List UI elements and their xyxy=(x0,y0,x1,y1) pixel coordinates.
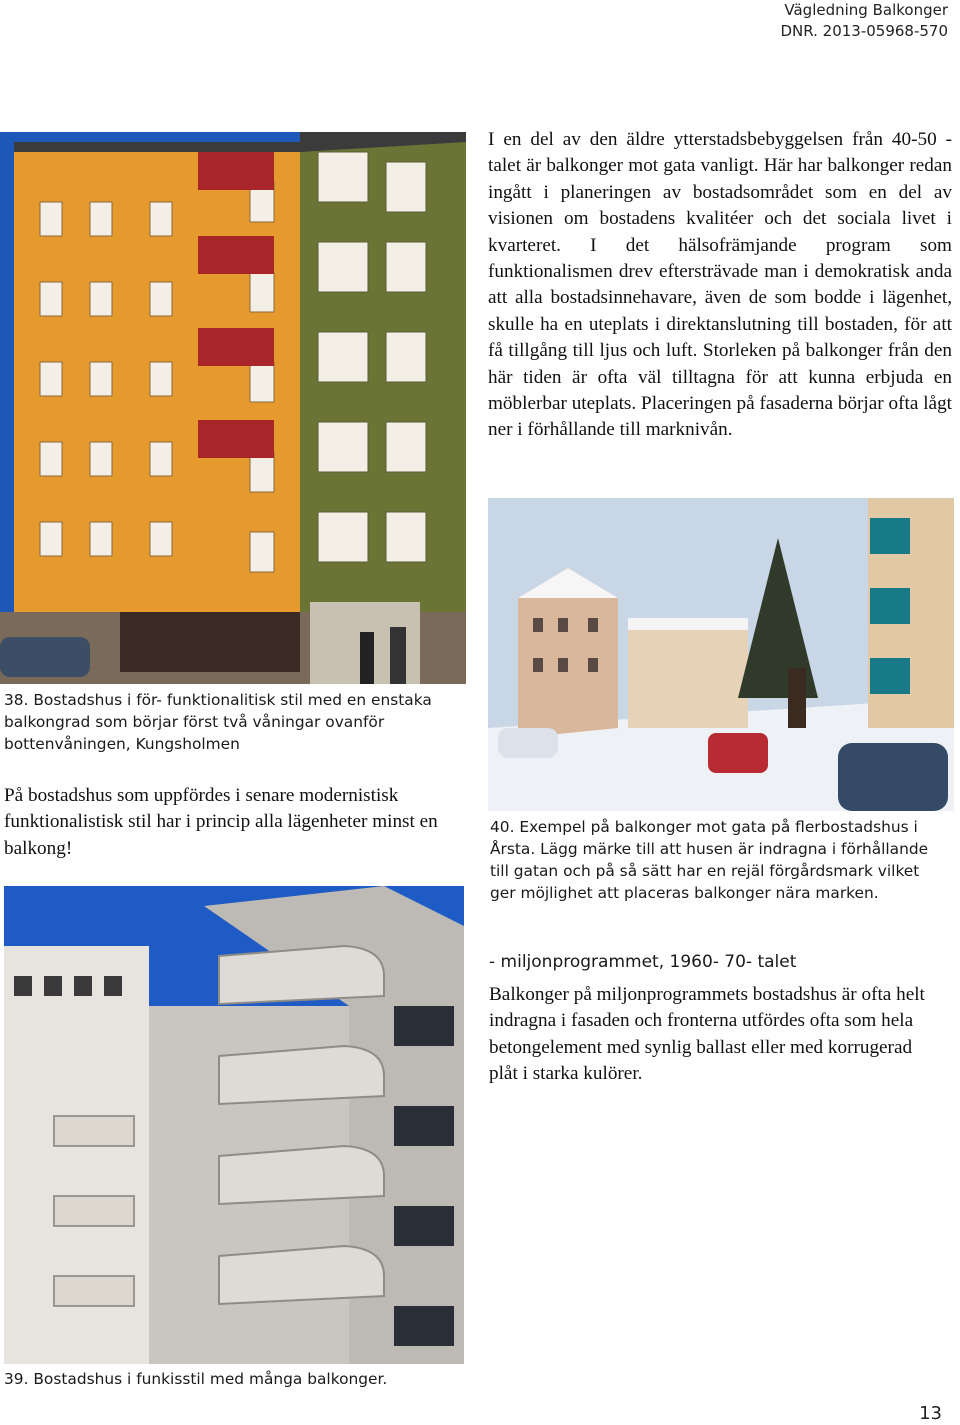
miljon-paragraph: Balkonger på miljonprogrammets bostadshus är ofta helt indragna i fasaden och fronterna utfördes ofta som hela betongelement med synlig ballast eller med korrugerad plåt i starka kulörer. xyxy=(489,984,925,1085)
document-title: Vägledning Balkonger xyxy=(784,1,948,19)
caption-40: 40. Exempel på balkonger mot gata på flerbostadshus i Årsta. Lägg märke till att husen är indragna i förhållande till gatan och på så sätt har en rejäl förgårdsmark vilket ger möjlighet att placeras balkonger nära marken. xyxy=(490,818,929,902)
page-number: 13 xyxy=(919,1403,942,1424)
document-header xyxy=(780,0,948,42)
caption-39: 39. Bostadshus i funkisstil med många balkonger. xyxy=(4,1370,388,1388)
photo-40 xyxy=(488,498,954,811)
section-subhead: - miljonprogrammet, 1960- 70- talet xyxy=(489,952,797,972)
photo-39 xyxy=(4,886,464,1364)
photo-38 xyxy=(0,132,466,684)
funk-paragraph: På bostadshus som uppfördes i senare modernistisk funktionalistisk stil har i princip alla lägenheter minst en balkong! xyxy=(4,785,438,859)
caption-38: 38. Bostadshus i för- funktionalitisk stil med en enstaka balkongrad som börjar först två våningar ovanför bottenvåningen, Kungsholmen xyxy=(4,691,432,753)
intro-paragraph: I en del av den äldre ytterstadsbebyggelsen från 40-50 - talet är balkonger mot gata vanligt. Här har balkonger redan ingått i planeringen av bostadsområdet som en del av visionen om bostadens kvalitéer och det sociala livet i kvarteret. I det hälsofrämjande program som funktionalismen drev eftersträvade man i demokratisk anda att alla bostadsinnehavare, även de som bodde i lägenhet, skulle ha en uteplats i direktanslutning till bostaden, för att få tillgång till ljus och luft. Storleken på balkonger från den här tiden är ofta väl tilltagna för att kunna erbjuda en möblerbar uteplats. Placeringen på fasaderna börjar ofta lågt ner i förhållande till marknivån. xyxy=(488,129,952,441)
document-dnr: DNR. 2013-05968-570 xyxy=(780,22,948,40)
